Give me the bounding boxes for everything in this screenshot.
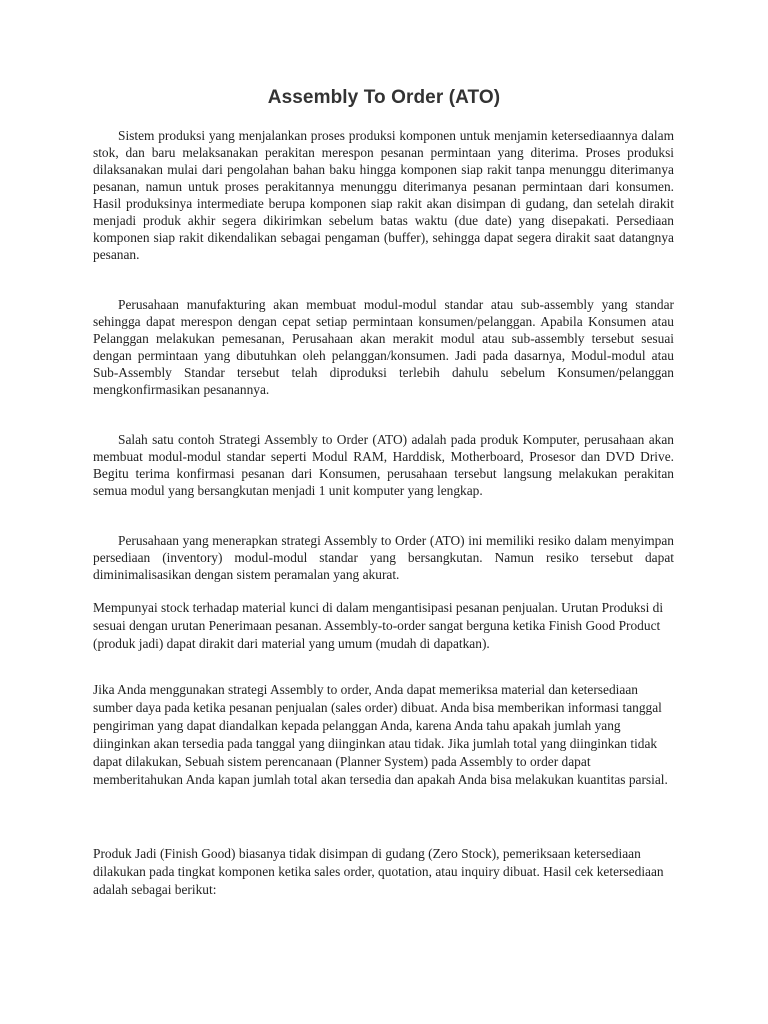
page-title: Assembly To Order (ATO) xyxy=(267,87,501,108)
paragraph-5: Mempunyai stock terhadap material kunci di dalam mengantisipasi pesanan penjualan. Urutan Produksi di sesuai dengan urutan Penerimaan pesanan. Assembly-to-order sangat berguna ketika Finish Good Product (produk jadi) dapat dirakit dari material yang umum (mudah di dapatkan). xyxy=(93,600,664,651)
paragraph-1: Sistem produksi yang menjalankan proses produksi komponen untuk menjamin ketersediaannya dalam stok, dan baru melaksanakan perakitan merespon pesanan permintaan yang diterima. Proses produksi dilaksanakan mulai dari pengolahan bahan baku hingga komponen siap rakit tanpa menunggu diterimanya pesanan, namun untuk proses perakitannya menunggu diterimanya pesanan permintaan dari konsumen. Hasil produksinya intermediate berupa komponen siap rakit akan disimpan di gudang, dan setelah dirakit menjadi produk akhir segera dikirimkan sebelum batas waktu (due date) yang disepakati. Persediaan komponen siap rakit dikendalikan sebagai pengaman (buffer), sehingga dapat segera dirakit saat datangnya pesanan. xyxy=(93,128,674,262)
paragraph-7: Produk Jadi (Finish Good) biasanya tidak disimpan di gudang (Zero Stock), pemeriksaan ketersediaan dilakukan pada tingkat komponen ketika sales order, quotation, atau inquiry dibuat. Hasil cek ketersediaan adalah sebagai berikut: xyxy=(93,846,664,897)
paragraph-2: Perusahaan manufakturing akan membuat modul-modul standar atau sub-assembly yang standar sehingga dapat merespon dengan cepat setiap permintaan konsumen/pelanggan. Apabila Konsumen atau Pelanggan melakukan pemesanan, Perusahaan akan merakit modul atau sub-assembly tersebut sesuai dengan permintaan yang dibutuhkan oleh pelanggan/konsumen. Jadi pada dasarnya, Modul-modul atau Sub-Assembly Standar tersebut telah diproduksi terlebih dahulu sebelum Konsumen/pelanggan mengkonfirmasikan pesanannya. xyxy=(93,297,674,397)
paragraph-4: Perusahaan yang menerapkan strategi Assembly to Order (ATO) ini memiliki resiko dalam menyimpan persediaan (inventory) modul-modul standar yang bersangkutan. Namun resiko tersebut dapat diminimalisasikan dengan sistem peramalan yang akurat. xyxy=(93,533,674,582)
paragraph-3: Salah satu contoh Strategi Assembly to Order (ATO) adalah pada produk Komputer, perusahaan akan membuat modul-modul standar seperti Modul RAM, Harddisk, Motherboard, Prosesor dan DVD Drive. Begitu terima konfirmasi pesanan dari Konsumen, perusahaan tersebut langsung melakukan perakitan semua modul yang bersangkutan menjadi 1 unit komputer yang lengkap. xyxy=(93,432,674,498)
paragraph-6: Jika Anda menggunakan strategi Assembly to order, Anda dapat memeriksa material dan ketersediaan sumber daya pada ketika pesanan penjualan (sales order) dibuat. Anda bisa memberikan informasi tanggal pengiriman yang dapat diandalkan kepada pelanggan Anda, karena Anda tahu apakah jumlah yang diinginkan akan tersedia pada tanggal yang diinginkan atau tidak. Jika jumlah total yang diinginkan tidak dapat dilakukan, Sebuah sistem perencanaan (Planner System) pada Assembly to order dapat memberitahukan Anda kapan jumlah total akan tersedia dan apakah Anda bisa melakukan kuantitas parsial. xyxy=(93,682,668,787)
